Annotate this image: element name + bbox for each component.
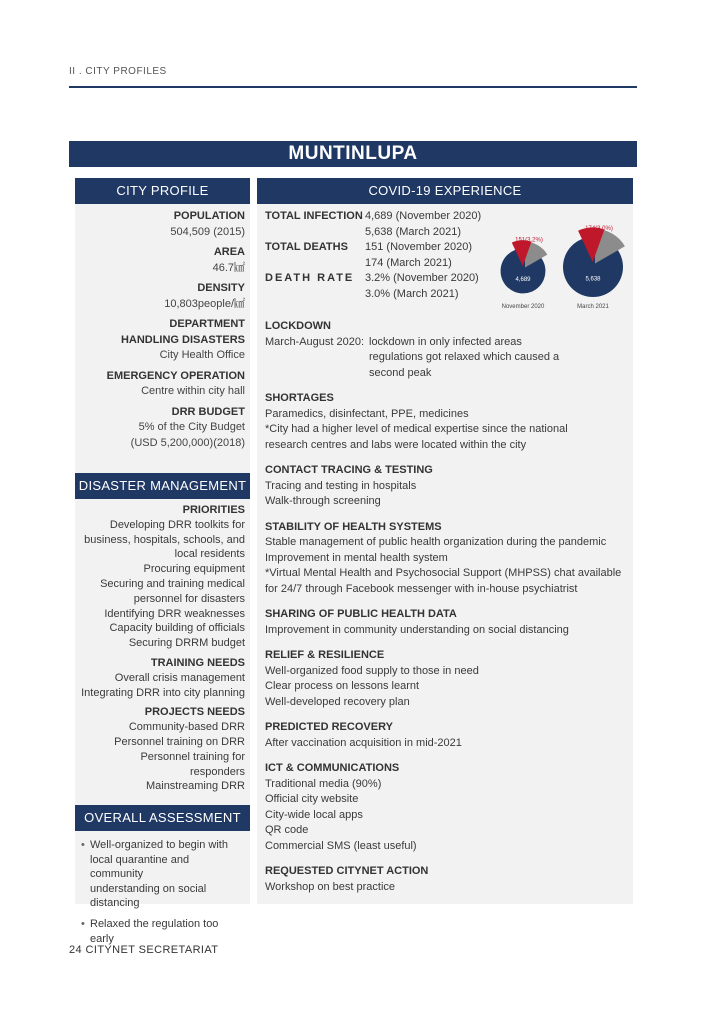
pie-deaths-label: 174(3.0%) bbox=[585, 226, 613, 232]
recovery-line: After vaccination acquisition in mid-2021 bbox=[265, 736, 462, 749]
bullet-icon: • bbox=[81, 917, 85, 930]
lockdown-title: LOCKDOWN bbox=[265, 320, 331, 332]
ict-line: Commercial SMS (least useful) bbox=[265, 839, 417, 852]
emergency-operation-label: EMERGENCY OPERATION bbox=[106, 369, 245, 382]
stability-line: Stable management of public health organization during the pandemic bbox=[265, 536, 607, 548]
ict-line: City-wide local apps bbox=[265, 808, 363, 821]
assessment-line: Well-organized to begin with bbox=[90, 839, 228, 851]
death-rate-value: 3.2% (November 2020) bbox=[365, 272, 479, 284]
header-rule bbox=[69, 86, 637, 88]
population-value: 504,509 (2015) bbox=[170, 225, 245, 238]
pie-deaths-label: 151(3.2%) bbox=[515, 237, 543, 244]
priority-line: Capacity building of officials bbox=[109, 622, 245, 635]
drr-budget-label: DRR BUDGET bbox=[171, 405, 245, 418]
relief-line: Well-organized food supply to those in need bbox=[265, 664, 479, 677]
assessment-line: understanding on social distancing bbox=[90, 882, 207, 910]
total-infection-value: 4,689 (November 2020) bbox=[365, 210, 482, 222]
bullet-icon: • bbox=[81, 839, 85, 851]
shortages-title: SHORTAGES bbox=[265, 392, 334, 404]
death-rate-label: DEATH RATE bbox=[265, 272, 355, 284]
population-label: POPULATION bbox=[173, 210, 245, 222]
relief-title: RELIEF & RESILIENCE bbox=[265, 649, 385, 661]
ict-line: QR code bbox=[265, 824, 309, 836]
ict-title: ICT & COMMUNICATIONS bbox=[265, 762, 400, 774]
density-value: 10,803people/㎢ bbox=[164, 297, 245, 310]
project-line: Personnel training for bbox=[140, 750, 245, 763]
stability-line: *Virtual Mental Health and Psychosocial Support (MHPSS) chat available bbox=[265, 567, 622, 579]
total-deaths-value: 151 (November 2020) bbox=[365, 241, 473, 253]
sharing-line: Improvement in community understanding on social distancing bbox=[265, 623, 569, 636]
city-title: MUNTINLUPA bbox=[69, 141, 637, 167]
shortages-line: Paramedics, disinfectant, PPE, medicines bbox=[265, 407, 469, 420]
department-label: DEPARTMENT bbox=[169, 318, 245, 330]
overall-assessment bbox=[75, 838, 250, 952]
pie-month-label: March 2021 bbox=[577, 304, 609, 310]
footer bbox=[69, 944, 218, 956]
overall-assessment-header: OVERALL ASSESSMENT bbox=[75, 805, 250, 831]
project-line: Personnel training on DRR bbox=[114, 735, 245, 748]
priority-line: Identifying DRR weaknesses bbox=[104, 607, 245, 620]
covid-experience bbox=[257, 204, 633, 895]
drr-budget-value-usd: (USD 5,200,000)(2018) bbox=[130, 436, 245, 449]
death-rate-value: 3.0% (March 2021) bbox=[365, 287, 459, 300]
assessment-line: local quarantine and community bbox=[90, 853, 190, 881]
shortages-line: research centres and labs were located within the city bbox=[265, 438, 527, 451]
assessment-line: Relaxed the regulation too early bbox=[90, 917, 219, 945]
city-profile-header: CITY PROFILE bbox=[75, 178, 250, 204]
priority-line: local residents bbox=[174, 548, 245, 561]
pie-month-label: November 2020 bbox=[501, 304, 545, 310]
priority-line: personnel for disasters bbox=[133, 592, 245, 605]
training-needs-label: TRAINING NEEDS bbox=[150, 656, 245, 669]
project-line: Community-based DRR bbox=[128, 721, 245, 734]
project-line: responders bbox=[189, 765, 245, 778]
assessment-item bbox=[81, 917, 245, 946]
running-head: II . CITY PROFILES bbox=[69, 66, 167, 77]
lockdown-date: March-August 2020: bbox=[265, 335, 365, 348]
tracing-line: Tracing and testing in hospitals bbox=[265, 479, 417, 492]
total-infection-label: TOTAL INFECTION bbox=[265, 210, 363, 222]
shortages-line: *City had a higher level of medical expertise since the national bbox=[265, 423, 568, 435]
covid-stats bbox=[265, 209, 625, 309]
stability-line: for 24/7 through Facebook messenger with in-house psychiatrist bbox=[265, 582, 578, 595]
emergency-operation-value: Centre within city hall bbox=[141, 385, 245, 397]
lockdown-line: lockdown in only infected areas bbox=[369, 335, 522, 348]
department-label-2: HANDLING DISASTERS bbox=[120, 333, 245, 346]
total-deaths-value: 174 (March 2021) bbox=[365, 256, 452, 269]
area-label: AREA bbox=[213, 246, 245, 258]
covid-experience-header: COVID-19 EXPERIENCE bbox=[257, 178, 633, 204]
total-deaths-label: TOTAL DEATHS bbox=[265, 241, 348, 253]
training-line: Integrating DRR into city planning bbox=[81, 686, 245, 699]
left-column bbox=[75, 178, 250, 945]
project-line: Mainstreaming DRR bbox=[145, 780, 245, 793]
pie-total-label: 5,638 bbox=[585, 276, 601, 283]
ict-line: Traditional media (90%) bbox=[265, 777, 382, 790]
disaster-management-header: DISASTER MANAGEMENT bbox=[75, 473, 250, 499]
priority-line: Securing DRRM budget bbox=[128, 637, 245, 650]
stability-title: STABILITY OF HEALTH SYSTEMS bbox=[265, 520, 442, 533]
relief-line: Well-developed recovery plan bbox=[265, 695, 410, 708]
covid-pie-charts bbox=[497, 215, 632, 311]
sharing-title: SHARING OF PUBLIC HEALTH DATA bbox=[265, 608, 457, 620]
projects-needs-label: PROJECTS NEEDS bbox=[144, 706, 245, 719]
total-infection-value: 5,638 (March 2021) bbox=[365, 225, 461, 238]
priority-line: Developing DRR toolkits for bbox=[109, 518, 245, 531]
citynet-action-line: Workshop on best practice bbox=[265, 880, 396, 893]
ict-line: Official city website bbox=[265, 793, 359, 805]
drr-budget-value: 5% of the City Budget bbox=[138, 421, 245, 433]
area-value: 46.7㎢ bbox=[212, 261, 245, 274]
recovery-title: PREDICTED RECOVERY bbox=[265, 721, 393, 733]
assessment-item bbox=[81, 838, 245, 911]
disaster-management bbox=[75, 503, 250, 794]
pie-total-label: 4,689 bbox=[515, 277, 531, 284]
priorities-label: PRIORITIES bbox=[182, 504, 245, 516]
priority-line: business, hospitals, schools, and bbox=[84, 533, 245, 546]
lockdown-line: second peak bbox=[369, 366, 432, 379]
priority-line: Procuring equipment bbox=[143, 563, 245, 576]
density-label: DENSITY bbox=[197, 282, 245, 294]
citynet-action-title: REQUESTED CITYNET ACTION bbox=[265, 865, 429, 877]
lockdown-line: regulations got relaxed which caused a bbox=[369, 351, 560, 363]
training-line: Overall crisis management bbox=[114, 671, 245, 684]
right-column bbox=[257, 178, 633, 904]
page-number: 24 bbox=[69, 944, 83, 956]
city-profile bbox=[75, 204, 250, 451]
stability-line: Improvement in mental health system bbox=[265, 551, 448, 564]
relief-line: Clear process on lessons learnt bbox=[265, 680, 420, 692]
tracing-line: Walk-through screening bbox=[265, 495, 381, 507]
tracing-title: CONTACT TRACING & TESTING bbox=[265, 464, 433, 476]
department-value: City Health Office bbox=[159, 349, 245, 361]
footer-org: CITYNET SECRETARIAT bbox=[85, 944, 219, 956]
priority-line: Securing and training medical bbox=[100, 577, 245, 590]
